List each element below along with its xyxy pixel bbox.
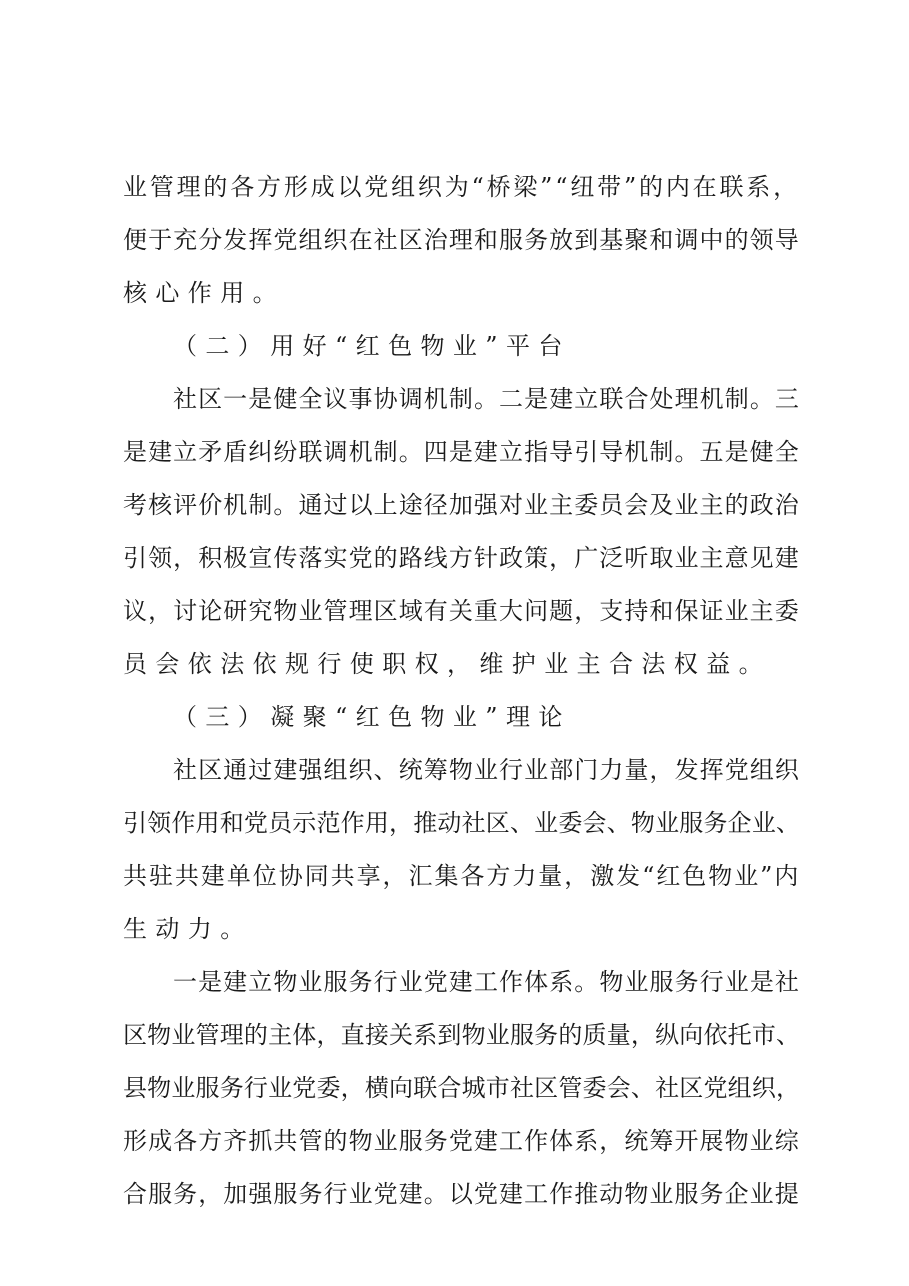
text-line: 议，讨论研究物业管理区域有关重大问题，支持和保证业主委 [123, 597, 800, 625]
text-line: 核心作用。 [123, 279, 285, 307]
text-line: 共驻共建单位协同共享，汇集各方力量，激发“红色物业”内 [123, 862, 801, 890]
text-line: 区物业管理的主体，直接关系到物业服务的质量，纵向依托市、 [123, 1021, 801, 1049]
text-line: 引领，积极宣传落实党的路线方针政策，广泛听取业主意见建 [123, 544, 800, 572]
text-line: 考核评价机制。通过以上途径加强对业主委员会及业主的政治 [123, 491, 800, 519]
text-line: 生动力。 [123, 915, 253, 943]
text-line: 业管理的各方形成以党组织为“桥梁”“纽带”的内在联系， [123, 173, 800, 201]
text-line: 引领作用和党员示范作用，推动社区、业委会、物业服务企业、 [123, 809, 801, 837]
text-line: 社区通过建强组织、统筹物业行业部门力量，发挥党组织 [173, 756, 800, 784]
text-line: 社区一是健全议事协调机制。二是建立联合处理机制。三 [173, 385, 800, 413]
section-heading: （二）用好“红色物业”平台 [173, 332, 571, 360]
text-line: 员会依法依规行使职权，维护业主合法权益。 [123, 650, 771, 678]
text-line: 合服务，加强服务行业党建。以党建工作推动物业服务企业提 [123, 1180, 800, 1208]
text-line: 一是建立物业服务行业党建工作体系。物业服务行业是社 [173, 968, 800, 996]
text-line: 是建立矛盾纠纷联调机制。四是建立指导引导机制。五是健全 [123, 438, 800, 466]
text-line: 便于充分发挥党组织在社区治理和服务放到基聚和调中的领导 [123, 226, 800, 254]
text-line: 县物业服务行业党委，横向联合城市社区管委会、社区党组织， [123, 1074, 801, 1102]
text-line: 形成各方齐抓共管的物业服务党建工作体系，统筹开展物业综 [123, 1127, 800, 1155]
section-heading: （三）凝聚“红色物业”理论 [173, 703, 571, 731]
